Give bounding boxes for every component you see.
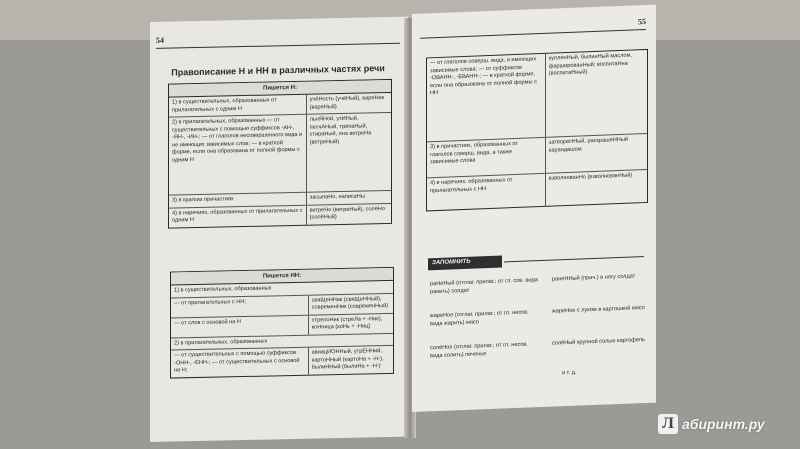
- rule-cell: 4) в наречиях, образованных от прилагательных с одним Н: [169, 205, 307, 227]
- table-continued: [426, 49, 648, 212]
- rule-cell: 1) в существительных, образованных от прилагательных с одним Н: [169, 95, 307, 117]
- rule-cell: 4) в наречиях, образованных от прилагательных с НН: [427, 174, 546, 211]
- watermark-text: абиринт.ру: [682, 416, 765, 432]
- section-label: 2) в прилагательных, образованных: [174, 338, 268, 347]
- table-row: [169, 204, 391, 228]
- header-rule: [156, 43, 400, 49]
- page-title: Правописание Н и НН в различных частях речи: [171, 63, 385, 78]
- section-label: 1) в существительных, образованных: [174, 285, 272, 294]
- table-single-n: [168, 79, 392, 229]
- example-left: жареНое (отглаг. прилаг.; от гл. несов. вида жарить) мясо: [430, 309, 529, 328]
- remember-label: ЗАПОМНИТЬ: [428, 256, 502, 271]
- table-row: [427, 50, 647, 142]
- rule-cell: — от слов с основой на Н: [171, 315, 309, 337]
- example-cell: купленНый, былинНый маслом, фаршированНый; воспитаНна (воспитаНный): [548, 52, 632, 77]
- table-row: [169, 113, 391, 196]
- example-right: солёНый крупной солью картофель: [552, 337, 645, 347]
- rule-cell: 3) в кратких причастиях: [169, 193, 307, 207]
- table-caption: Пишется Н:: [169, 80, 391, 98]
- rule-cell: — от глаголов соверш. вида, и имеющих зависимые слова; — от суффиксов -ОВАНН-, -ЕВАНН-; — в краткой форме, если она образована от полной формы с НН: [427, 54, 546, 142]
- example-cell: засыпаНо, написаНы: [309, 193, 365, 201]
- example-left: раНеНый (отглаг. прилаг.; от гл. сов. вида ранить) солдат: [430, 277, 538, 296]
- example-right: ранеННый (прич.) в ногу солдат: [552, 273, 636, 283]
- right-page: [412, 5, 656, 412]
- rule-cell: 2) в прилагательных, образованных — от существительных с помощью суффиксов -АН-, -ЯН-, -ИН-; — от глаголов несовершенного вида и не имеющих зависимых слов; — в краткой форме, если она образована от полной формы с одним Н: [169, 115, 307, 195]
- example-cell: льнЯНой, утИНый, песчАНый, трёпаНый, стираНый, она ветреНа (ветреНый): [309, 115, 372, 146]
- table-row: [171, 346, 393, 377]
- example-cell: свяЩеННик (свяЩеННый), современНик (современНый): [311, 295, 389, 311]
- example-left: солёНое (отглаг. прилаг.; от гл. несов. вида солить) печенье: [430, 341, 528, 360]
- example-right: жареНое с луком в картошкой мясо: [552, 305, 645, 315]
- watermark: [658, 412, 765, 436]
- rule-cell: — от существительных с помощью суффиксов -ОНН-, -ЕНН-; — от существительных с основой на Н;: [171, 348, 309, 378]
- header-rule: [420, 29, 646, 39]
- rule-cell: — от прилагательных с НН;: [171, 295, 309, 317]
- labirint-logo-icon: Л: [658, 414, 678, 434]
- example-cell: учёНость (учёНый), вареНик (вареНый): [309, 95, 385, 111]
- rule-cell: 3) в причастиях, образованных от глаголов соверш. вида, а также зависимые слова: [427, 138, 546, 178]
- example-cell: взволнованНо (взволнованНый): [548, 172, 633, 182]
- etc-text: и т. д.: [562, 369, 577, 377]
- table-double-n: [170, 267, 394, 379]
- example-cell: ветреНо (ветреНый), солёНо (солёНый): [309, 205, 385, 221]
- example-cell: авиацИОННый, утрЕННий, картоННый (картоНа + -Н-), былиННый (былиНа + -Н-): [311, 348, 384, 372]
- left-page-number: 54: [156, 35, 164, 45]
- example-cell: затвореННый, раскрашеННый карандашом: [548, 136, 628, 154]
- table-caption: Пишется НН:: [171, 268, 393, 286]
- remember-rule: [504, 256, 644, 262]
- example-cell: стрелоНик (стреЛа + -Ник), коНница (коНь + -Ниц): [311, 315, 383, 331]
- right-page-number: 55: [638, 17, 646, 27]
- left-page: [150, 17, 408, 442]
